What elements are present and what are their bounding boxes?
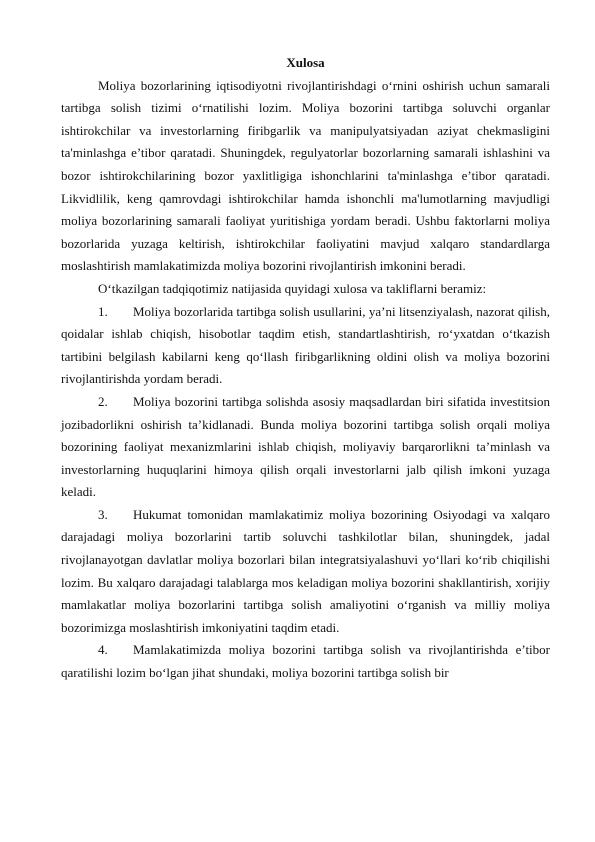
item-text: Moliya bozorini tartibga solishda asosiy maqsadlardan biri sifatida investitsion jozibadorlikni oshirish ta’kidlanadi. Bunda moliya bozorini tartibga solish orqali moliya bozorining faoliyat mexanizmlarini ishlab chiqish, moliyaviy barqarorlikni ta’minlash va investorlarning huquqlarini himoya qilish orqali investorlarni jalb qilish imkoni yuzaga keladi. <box>61 393 550 500</box>
document-page <box>61 52 550 685</box>
section-title: Xulosa <box>286 55 325 70</box>
item-number: 2. <box>98 393 108 409</box>
list-item <box>61 391 550 504</box>
item-number: 1. <box>98 303 108 319</box>
item-number: 4. <box>98 642 108 658</box>
list-item <box>61 504 550 640</box>
item-text: Hukumat tomonidan mamlakatimiz moliya bozorining Osiyodagi va xalqaro darajadagi moliya bozorlarini tartib soluvchi tashkilotlar bilan, shuningdek, jadal rivojlanayotgan davlatlar moliya bozorlari bilan integratsiyalashuvi yo‘llari ko‘rib chiqilishi lozim. Bu xalqaro darajadagi talablarga mos keladigan moliya bozorini shakllantirish, xorijiy mamlakatlar moliya bozorlarini tartibga solish amaliyotini o‘rganish va milliy moliya bozorimizga moslashtirish imkoniyatini taqdim etadi. <box>61 506 550 635</box>
lead-sentence: O‘tkazilgan tadqiqotimiz natijasida quyidagi xulosa va takliflarni beramiz: <box>98 280 487 296</box>
item-text: Moliya bozorlarida tartibga solish usullarini, ya’ni litsenziyalash, nazorat qilish, qoidalar ishlab chiqish, hisobotlar taqdim etish, standartlashtirish, ro‘yxatdan o‘tkazish tartibini belgilash kabilarni keng qo‘llash firibgarlikning oldini olish va moliya bozorini rivojlantirishda yordam beradi. <box>61 303 550 387</box>
intro-paragraph: Moliya bozorlarining iqtisodiyotni rivojlantirishdagi o‘rnini oshirish uchun samarali tartibga solish tizimi o‘rnatilishi lozim. Moliya bozorini tartibga soluvchi organlar ishtirokchilar va investorlarning firibgarlik va manipulyatsiyadan aziyat chekmasligini ta'minlashga e’tibor qaratadi. Shuningdek, regulyatorlar bozorlarning samarali ishlashini va bozor ishtirokchilarining bozor yaxlitligiga ishonchlarini ta'minlashga e’tibor qaratadi. Likvidlilik, keng qamrovdagi ishtirokchilar hamda ishonchli ma'lumotlarning mavjudligi moliya bozorlarining samarali faoliyat yuritishiga yordam beradi. Ushbu faktorlarni moliya bozorlarida yuzaga keltirish, ishtirokchilar faoliyatini mavjud xalqaro standardlarga moslashtirish mamlakatimizda moliya bozorini rivojlantirish imkonini beradi. <box>61 77 550 274</box>
list-item <box>61 639 550 684</box>
item-number: 3. <box>98 506 108 522</box>
item-text: Mamlakatimizda moliya bozorini tartibga solish va rivojlantirishda e’tibor qaratilishi lozim bo‘lgan jihat shundaki, moliya bozorini tartibga solish bir <box>61 642 550 681</box>
list-item <box>61 301 550 391</box>
